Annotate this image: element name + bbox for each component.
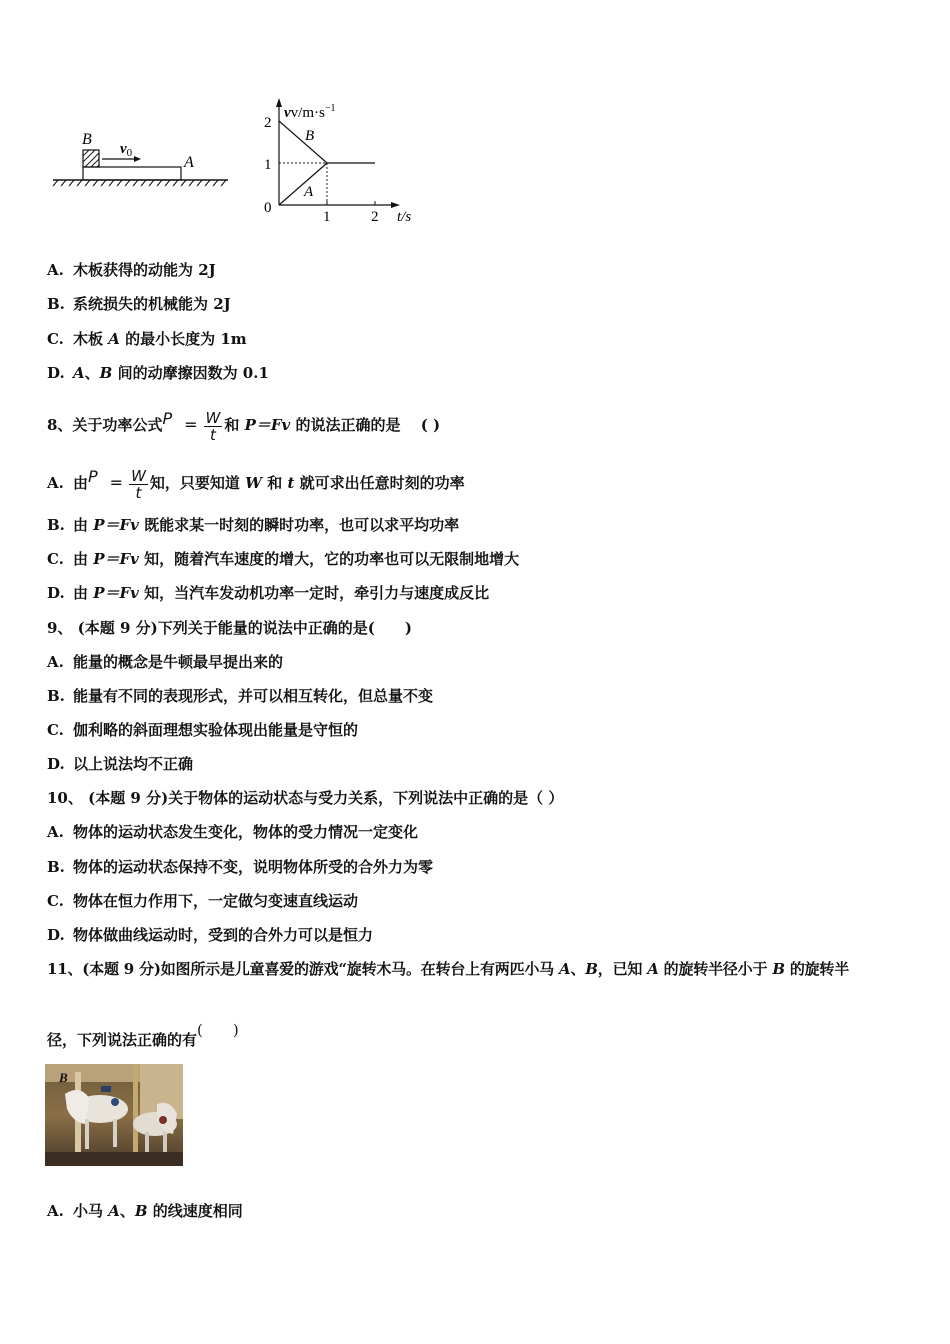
q9-option-a: A. 能量的概念是牛顿最早提出来的 (47, 653, 284, 671)
q9-option-b: B. 能量有不同的表现形式，并可以相互转化，但总量不变 (47, 687, 434, 705)
origin-label: 0 (264, 200, 272, 216)
q10-option-a: A. 物体的运动状态发生变化，物体的受力情况一定变化 (47, 823, 419, 841)
q7-option-d: D. A、B 间的动摩擦因数为 0.1 (47, 364, 269, 382)
q10-option-b: B. 物体的运动状态保持不变，说明物体所受的合外力为零 (47, 858, 434, 876)
q7-option-c: C. 木板 A 的最小长度为 1m (47, 330, 247, 348)
q8-option-a: A. 由P = $\frac{W}{t}$ 知，只要知道 W 和 t 就可求出任意时刻的功率 (47, 466, 465, 502)
ytick-2: 2 (264, 115, 272, 131)
xtick-1: 1 (323, 209, 331, 225)
board-a (83, 167, 181, 180)
block-board-figure (50, 125, 235, 190)
block-b (83, 150, 99, 167)
curve-a-label: A (304, 184, 314, 200)
curve-a (279, 163, 327, 205)
x-axis-label: t/s (397, 209, 412, 225)
q7-option-a: A. 木板获得的动能为 2J (47, 261, 216, 279)
curve-b (279, 121, 327, 163)
curve-b-label: B (305, 128, 315, 144)
q10-stem: 10、 (本题 9 分)关于物体的运动状态与受力关系，下列说法中正确的是（ ） (47, 789, 564, 807)
carousel-photo (45, 1064, 183, 1166)
y-axis-label: $vv/m\cdot s^{-1}$ (284, 103, 336, 121)
q7-option-b: B. 系统损失的机械能为 2J (47, 295, 231, 313)
q11-stem-line1: 11、(本题 9 分)如图所示是儿童喜爱的游戏“旋转木马。在转台上有两匹小马 A、B，已知 A 的旋转半径小于 B 的旋转半 (47, 960, 850, 978)
q9-stem: 9、 (本题 9 分)下列关于能量的说法中正确的是( ) (47, 619, 412, 637)
q11-stem-line2: 径，下列说法正确的有( ) (47, 1021, 239, 1049)
xtick-2: 2 (371, 209, 379, 225)
q10-option-d: D. 物体做曲线运动时，受到的合外力可以是恒力 (47, 926, 374, 944)
ytick-1: 1 (264, 157, 272, 173)
label-v0: $v_0$ (120, 141, 133, 159)
q9-option-c: C. 伽利略的斜面理想实验体现出能量是守恒的 (47, 721, 359, 739)
label-b: B (82, 131, 92, 148)
q9-option-d: D. 以上说法均不正确 (47, 755, 194, 773)
q8-option-c: C. 由 P＝Fv 知，随着汽车速度的增大，它的功率也可以无限制地增大 (47, 550, 520, 568)
q8-option-b: B. 由 P＝Fv 既能求某一时刻的瞬时功率，也可以求平均功率 (47, 516, 460, 534)
q8-option-d: D. 由 P＝Fv 知，当汽车发动机功率一定时，牵引力与速度成反比 (47, 584, 490, 602)
q8-stem: 8、关于功率公式P = $\frac{W}{t}$ 和 P＝Fv 的说法正确的是 ( ) (47, 408, 441, 444)
label-a: A (184, 154, 194, 171)
photo-label-b: B (59, 1070, 68, 1085)
q10-option-c: C. 物体在恒力作用下，一定做匀变速直线运动 (47, 892, 359, 910)
q11-option-a: A. 小马 A、B 的线速度相同 (47, 1202, 243, 1220)
velocity-time-graph (255, 95, 430, 230)
